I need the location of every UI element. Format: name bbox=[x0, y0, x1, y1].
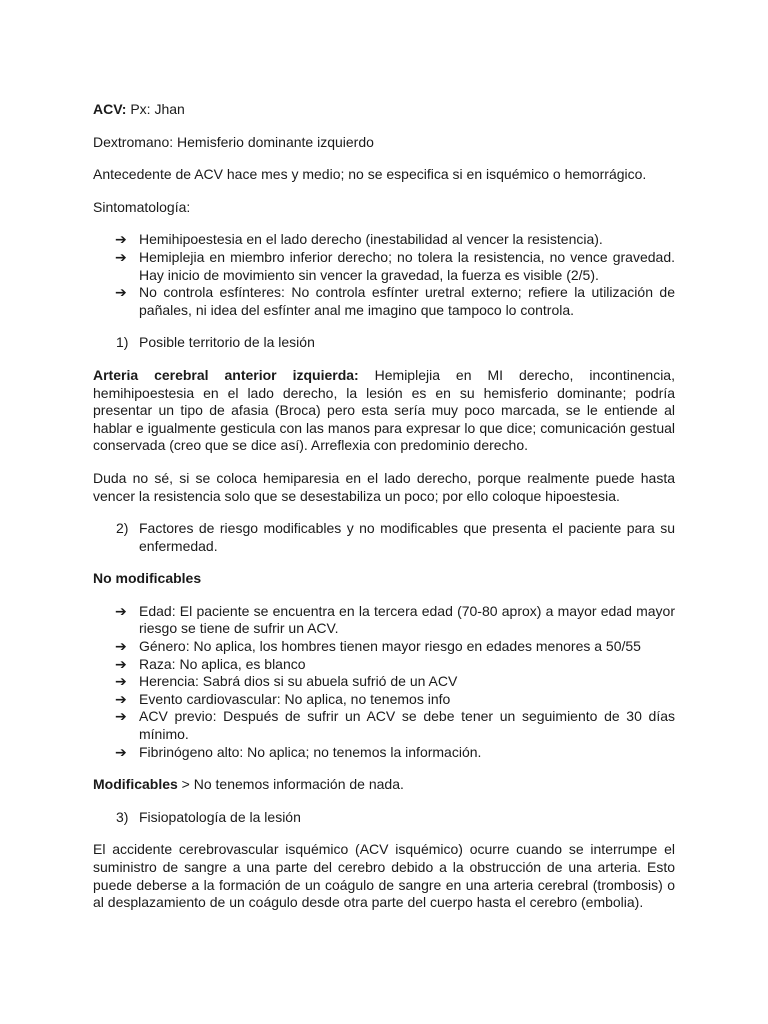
arrow-bullet-icon: ➔ bbox=[115, 602, 127, 619]
no-modificables-title: No modificables bbox=[93, 570, 202, 587]
modificables-label: Modificables bbox=[93, 776, 178, 793]
section-heading: 2) Factores de riesgo modificables y no modificables que presenta el paciente para su enfermedad. bbox=[116, 520, 675, 554]
arteria-label: Arteria cerebral anterior izquierda: bbox=[93, 366, 359, 383]
arrow-bullet-icon: ➔ bbox=[115, 655, 127, 672]
acv-label: ACV: bbox=[93, 101, 127, 117]
arrow-bullet-icon: ➔ bbox=[115, 231, 127, 248]
arrow-bullet-icon: ➔ bbox=[115, 248, 127, 265]
section-heading: 3) Fisiopatología de la lesión bbox=[116, 808, 301, 825]
list-item: ➔ Evento cardiovascular: No aplica, no tenemos info bbox=[115, 690, 451, 707]
list-item: ➔ Fibrinógeno alto: No aplica; no tenemos la información. bbox=[115, 743, 482, 760]
section-3 bbox=[93, 809, 675, 827]
section-heading: 1) Posible territorio de la lesión bbox=[116, 334, 315, 351]
list-item: ➔ No controla esfínteres: No controla esfínter uretral externo; refiere la utilización de pañales, ni idea del esfínter anal me imagino que tampoco lo controla. bbox=[115, 284, 675, 318]
patient-header bbox=[93, 101, 675, 119]
patient-name: Px: Jhan bbox=[126, 101, 185, 117]
sintomatologia-title: Sintomatología: bbox=[93, 198, 191, 215]
list-item: ➔ Raza: No aplica, es blanco bbox=[115, 655, 306, 672]
list-item: ➔ Herencia: Sabrá dios si su abuela sufrió de un ACV bbox=[115, 673, 458, 690]
modificables-line: Modificables > No tenemos información de nada. bbox=[93, 776, 404, 793]
list-item: ➔ Hemiplejia en miembro inferior derecho; no tolera la resistencia, no vence gravedad. Hay inicio de movimiento sin vencer la gravedad, la fuerza es visible (2/5). bbox=[115, 248, 675, 283]
arrow-bullet-icon: ➔ bbox=[115, 690, 127, 707]
arteria-paragraph: Arteria cerebral anterior izquierda: Hemiplejia en MI derecho, incontinencia, hemihipoestesia en el lado derecho, la lesión es en su hemisferio dominante; podría presentar un tipo de afasia (Broca) pero esta sería muy poco marcada, se le entiende al hablar e igualmente gesticula con las manos para expresar lo que dice; comunicación gestual conservada (creo que se dice así). Arreflexia con predominio derecho. bbox=[93, 366, 675, 454]
section-2 bbox=[93, 520, 675, 555]
list-item: ➔ Edad: El paciente se encuentra en la tercera edad (70-80 aprox) a mayor edad mayor riesgo se tiene de sufrir un ACV. bbox=[115, 602, 675, 637]
arrow-bullet-icon: ➔ bbox=[115, 638, 127, 655]
list-item: ➔ ACV previo: Después de sufrir un ACV se debe tener un seguimiento de 30 días mínimo. bbox=[115, 708, 675, 743]
arrow-bullet-icon: ➔ bbox=[115, 708, 127, 725]
no-modificables-list bbox=[93, 603, 675, 761]
section-1 bbox=[93, 334, 675, 352]
sintomatologia-list bbox=[93, 231, 675, 319]
fisiopatologia-paragraph: El accidente cerebrovascular isquémico (ACV isquémico) ocurre cuando se interrumpe el suministro de sangre a una parte del cerebro debido a la obstrucción de una arteria. Esto puede deberse a la formación de un coágulo de sangre en una arteria cerebral (trombosis) o al desplazamiento de un coágulo desde otra parte del cuerpo hasta el cerebro (embolia). bbox=[93, 841, 675, 911]
list-item: ➔ Hemihipoestesia en el lado derecho (inestabilidad al vencer la resistencia). bbox=[115, 231, 603, 248]
duda-paragraph: Duda no sé, si se coloca hemiparesia en el lado derecho, porque realmente puede hasta vencer la resistencia solo que se desestabiliza un poco; por ello coloque hipoestesia. bbox=[93, 469, 675, 504]
antecedente-line: Antecedente de ACV hace mes y medio; no se especifica si en isquémico o hemorrágico. bbox=[93, 166, 647, 183]
arrow-bullet-icon: ➔ bbox=[115, 743, 127, 760]
arrow-bullet-icon: ➔ bbox=[115, 673, 127, 690]
arrow-bullet-icon: ➔ bbox=[115, 284, 127, 301]
list-item: ➔ Género: No aplica, los hombres tienen mayor riesgo en edades menores a 50/55 bbox=[115, 638, 641, 655]
dextromano-line: Dextromano: Hemisferio dominante izquierdo bbox=[93, 133, 374, 150]
